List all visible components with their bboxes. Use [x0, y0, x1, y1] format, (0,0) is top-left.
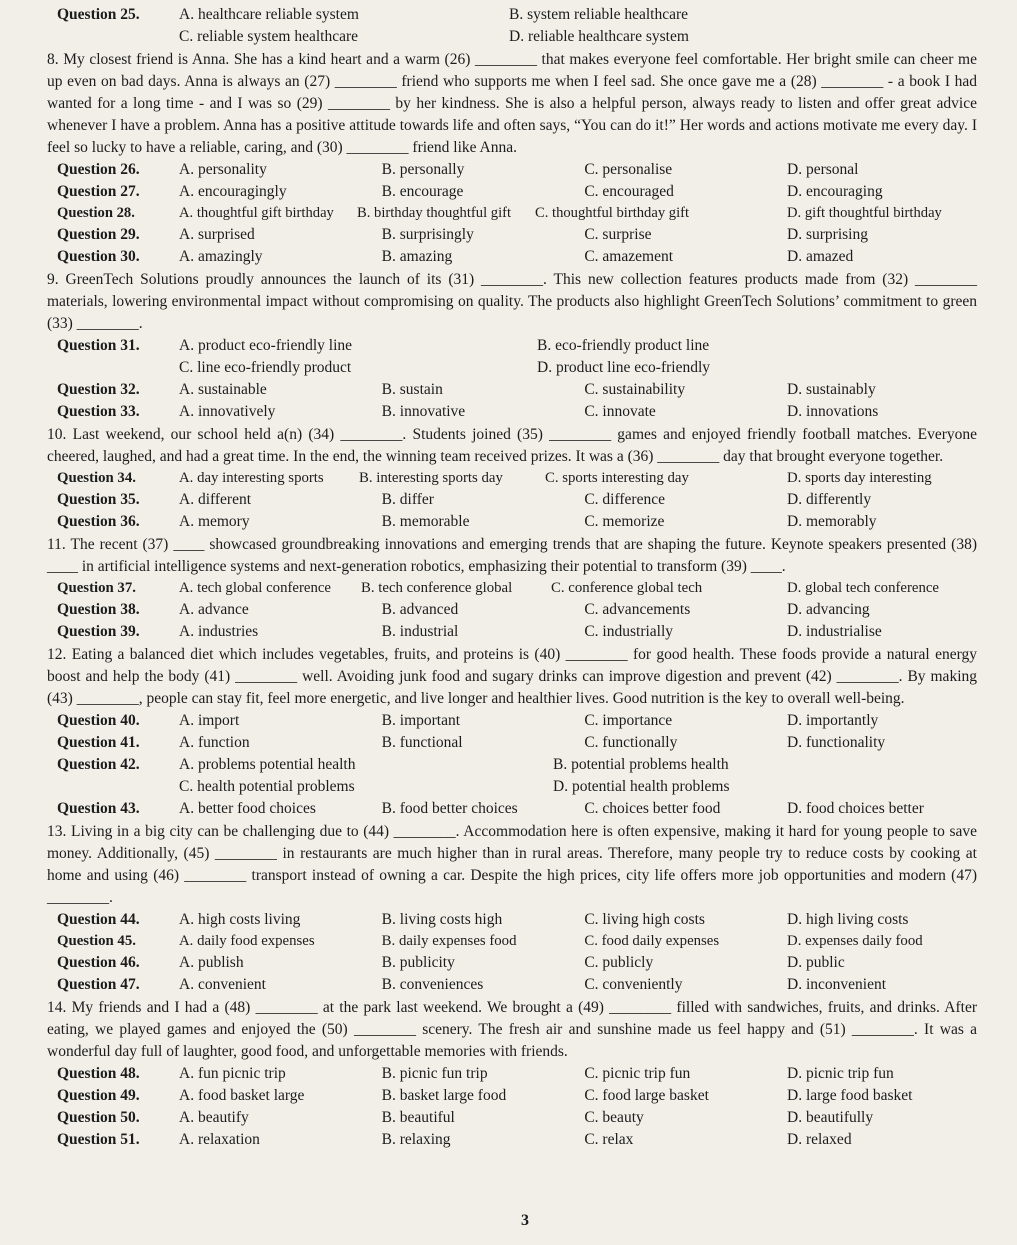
option-b: B. system reliable healthcare	[509, 6, 689, 23]
question-30: Question 30. A. amazingly B. amazing C. amazement D. amazed	[57, 247, 854, 265]
question-26: Question 26. A. personality B. personally C. personalise D. personal	[57, 161, 859, 178]
question-27: Question 27. A. encouragingly B. encourage C. encouraged D. encouraging	[57, 183, 883, 200]
option-c: C. reliable system healthcare	[179, 28, 359, 45]
passage-11: 11. The recent (37) ____ showcased groundbreaking innovations and emerging trends that are shaping the future. Keynote speakers presented (38) ____ in artificial intelligence systems and next-generation robotics, emphasizing their potential to transform (39) ____.	[47, 535, 977, 575]
question-50: Question 50. A. beautify B. beautiful C. beauty D. beautifully	[57, 1108, 874, 1126]
question-43: Question 43. A. better food choices B. food better choices C. choices better food D. food choices better	[57, 799, 924, 817]
question-38: Question 38. A. advance B. advanced C. advancements D. advancing	[57, 600, 870, 618]
question-31-row2: C. line eco-friendly product D. product line eco-friendly	[179, 358, 711, 376]
question-29: Question 29. A. surprised B. surprisingly C. surprise D. surprising	[57, 225, 868, 243]
passage-8: 8. My closest friend is Anna. She has a kind heart and a warm (26) ________ that makes everyone feel comfortable. Her bright smile can cheer me up even on bad days. Anna is always an (27) ________ friend who supports me when I feel sad. She once gave me a (28) ________ - a book I had wanted for a long time - and I was so (29) ________ by her kindness. She is also a helpful person, always ready to listen and offer great advice whenever I have a problem. Anna has a positive attitude towards life and often says, “You can do it!” Her words and actions motivate me every day. I feel so lucky to have a reliable, caring, and (30) ________ friend like Anna.	[47, 51, 977, 156]
passage-12: 12. Eating a balanced diet which includes vegetables, fruits, and proteins is (40) ________ for good health. These foods provide a natural energy boost and help the body (41) ________ well. Avoiding junk food and sugary drinks can improve digestion and prevent (42) ________. By making (43) ________, people can stay fit, feel more energetic, and live longer and healthier lives. Good nutrition is the key to overall well-being.	[47, 645, 977, 707]
question-42-row2: C. health potential problems D. potential health problems	[179, 777, 730, 795]
page-number: 3	[521, 1212, 529, 1230]
option-a: A. healthcare reliable system	[179, 6, 359, 23]
passage-14: 14. My friends and I had a (48) ________ at the park last weekend. We brought a (49) ________ filled with sandwiches, fruits, and drinks. After eating, we played games and enjoyed the (50) ________ scenery. The fresh air and sunshine made us feel happy and (51) ________. It was a wonderful day full of laughter, good food, and unforgettable memories with friends.	[47, 998, 977, 1060]
question-41: Question 41. A. function B. functional C. functionally D. functionality	[57, 733, 886, 751]
question-36: Question 36. A. memory B. memorable C. memorize D. memorably	[57, 512, 877, 530]
question-49: Question 49. A. food basket large B. basket large food C. food large basket D. large food basket	[57, 1086, 913, 1104]
question-42-row1: Question 42. A. problems potential health B. potential problems health	[57, 755, 729, 773]
question-31-row1: Question 31. A. product eco-friendly line B. eco-friendly product line	[57, 336, 710, 354]
question-35: Question 35. A. different B. differ C. difference D. differently	[57, 490, 872, 508]
question-46: Question 46. A. publish B. publicity C. publicly D. public	[57, 953, 845, 971]
option-d: D. reliable healthcare system	[509, 28, 689, 45]
question-25-row1	[57, 4, 977, 26]
question-47: Question 47. A. convenient B. conveniences C. conveniently D. inconvenient	[57, 975, 887, 993]
passage-9: 9. GreenTech Solutions proudly announces the launch of its (31) ________. This new collection features products made from (32) ________ materials, lowering environmental impact without compromising on quality. The products also highlight GreenTech Solutions’ commitment to green (33) ________.	[47, 270, 977, 332]
question-label: Question 25.	[57, 6, 140, 23]
question-39: Question 39. A. industries B. industrial C. industrially D. industrialise	[57, 622, 882, 640]
question-45: Question 45. A. daily food expenses B. daily expenses food C. food daily expenses D. expenses daily food	[57, 932, 923, 949]
question-37: Question 37. A. tech global conference B. tech conference global C. conference global tech D. global tech conference	[57, 579, 940, 596]
question-40: Question 40. A. import B. important C. importance D. importantly	[57, 711, 879, 729]
question-48: Question 48. A. fun picnic trip B. picnic fun trip C. picnic trip fun D. picnic trip fun	[57, 1064, 894, 1082]
passage-13: 13. Living in a big city can be challenging due to (44) ________. Accommodation here is often expensive, making it hard for young people to save money. Additionally, (45) ________ in restaurants are much higher than in rural areas. Therefore, many people try to reduce costs by cooking at home and using (46) ________ transport instead of owning a car. Despite the high prices, city life offers more job opportunities and modern (47) ________.	[47, 822, 977, 906]
question-28: Question 28. A. thoughtful gift birthday B. birthday thoughtful gift C. thoughtful birthday gift D. gift thoughtful birthday	[57, 205, 942, 221]
question-33: Question 33. A. innovatively B. innovative C. innovate D. innovations	[57, 402, 879, 420]
passage-10: 10. Last weekend, our school held a(n) (34) ________. Students joined (35) ________ games and enjoyed friendly football matches. Everyone cheered, laughed, and had a great time. In the end, the winning team received prizes. It was a (36) ________ day that brought everyone together.	[47, 425, 977, 465]
question-25-row2	[57, 26, 977, 48]
question-32: Question 32. A. sustainable B. sustain C. sustainability D. sustainably	[57, 380, 876, 398]
question-34: Question 34. A. day interesting sports B. interesting sports day C. sports interesting day D. sports day interesting	[57, 469, 932, 486]
question-44: Question 44. A. high costs living B. living costs high C. living high costs D. high living costs	[57, 910, 909, 928]
question-51: Question 51. A. relaxation B. relaxing C. relax D. relaxed	[57, 1130, 852, 1148]
